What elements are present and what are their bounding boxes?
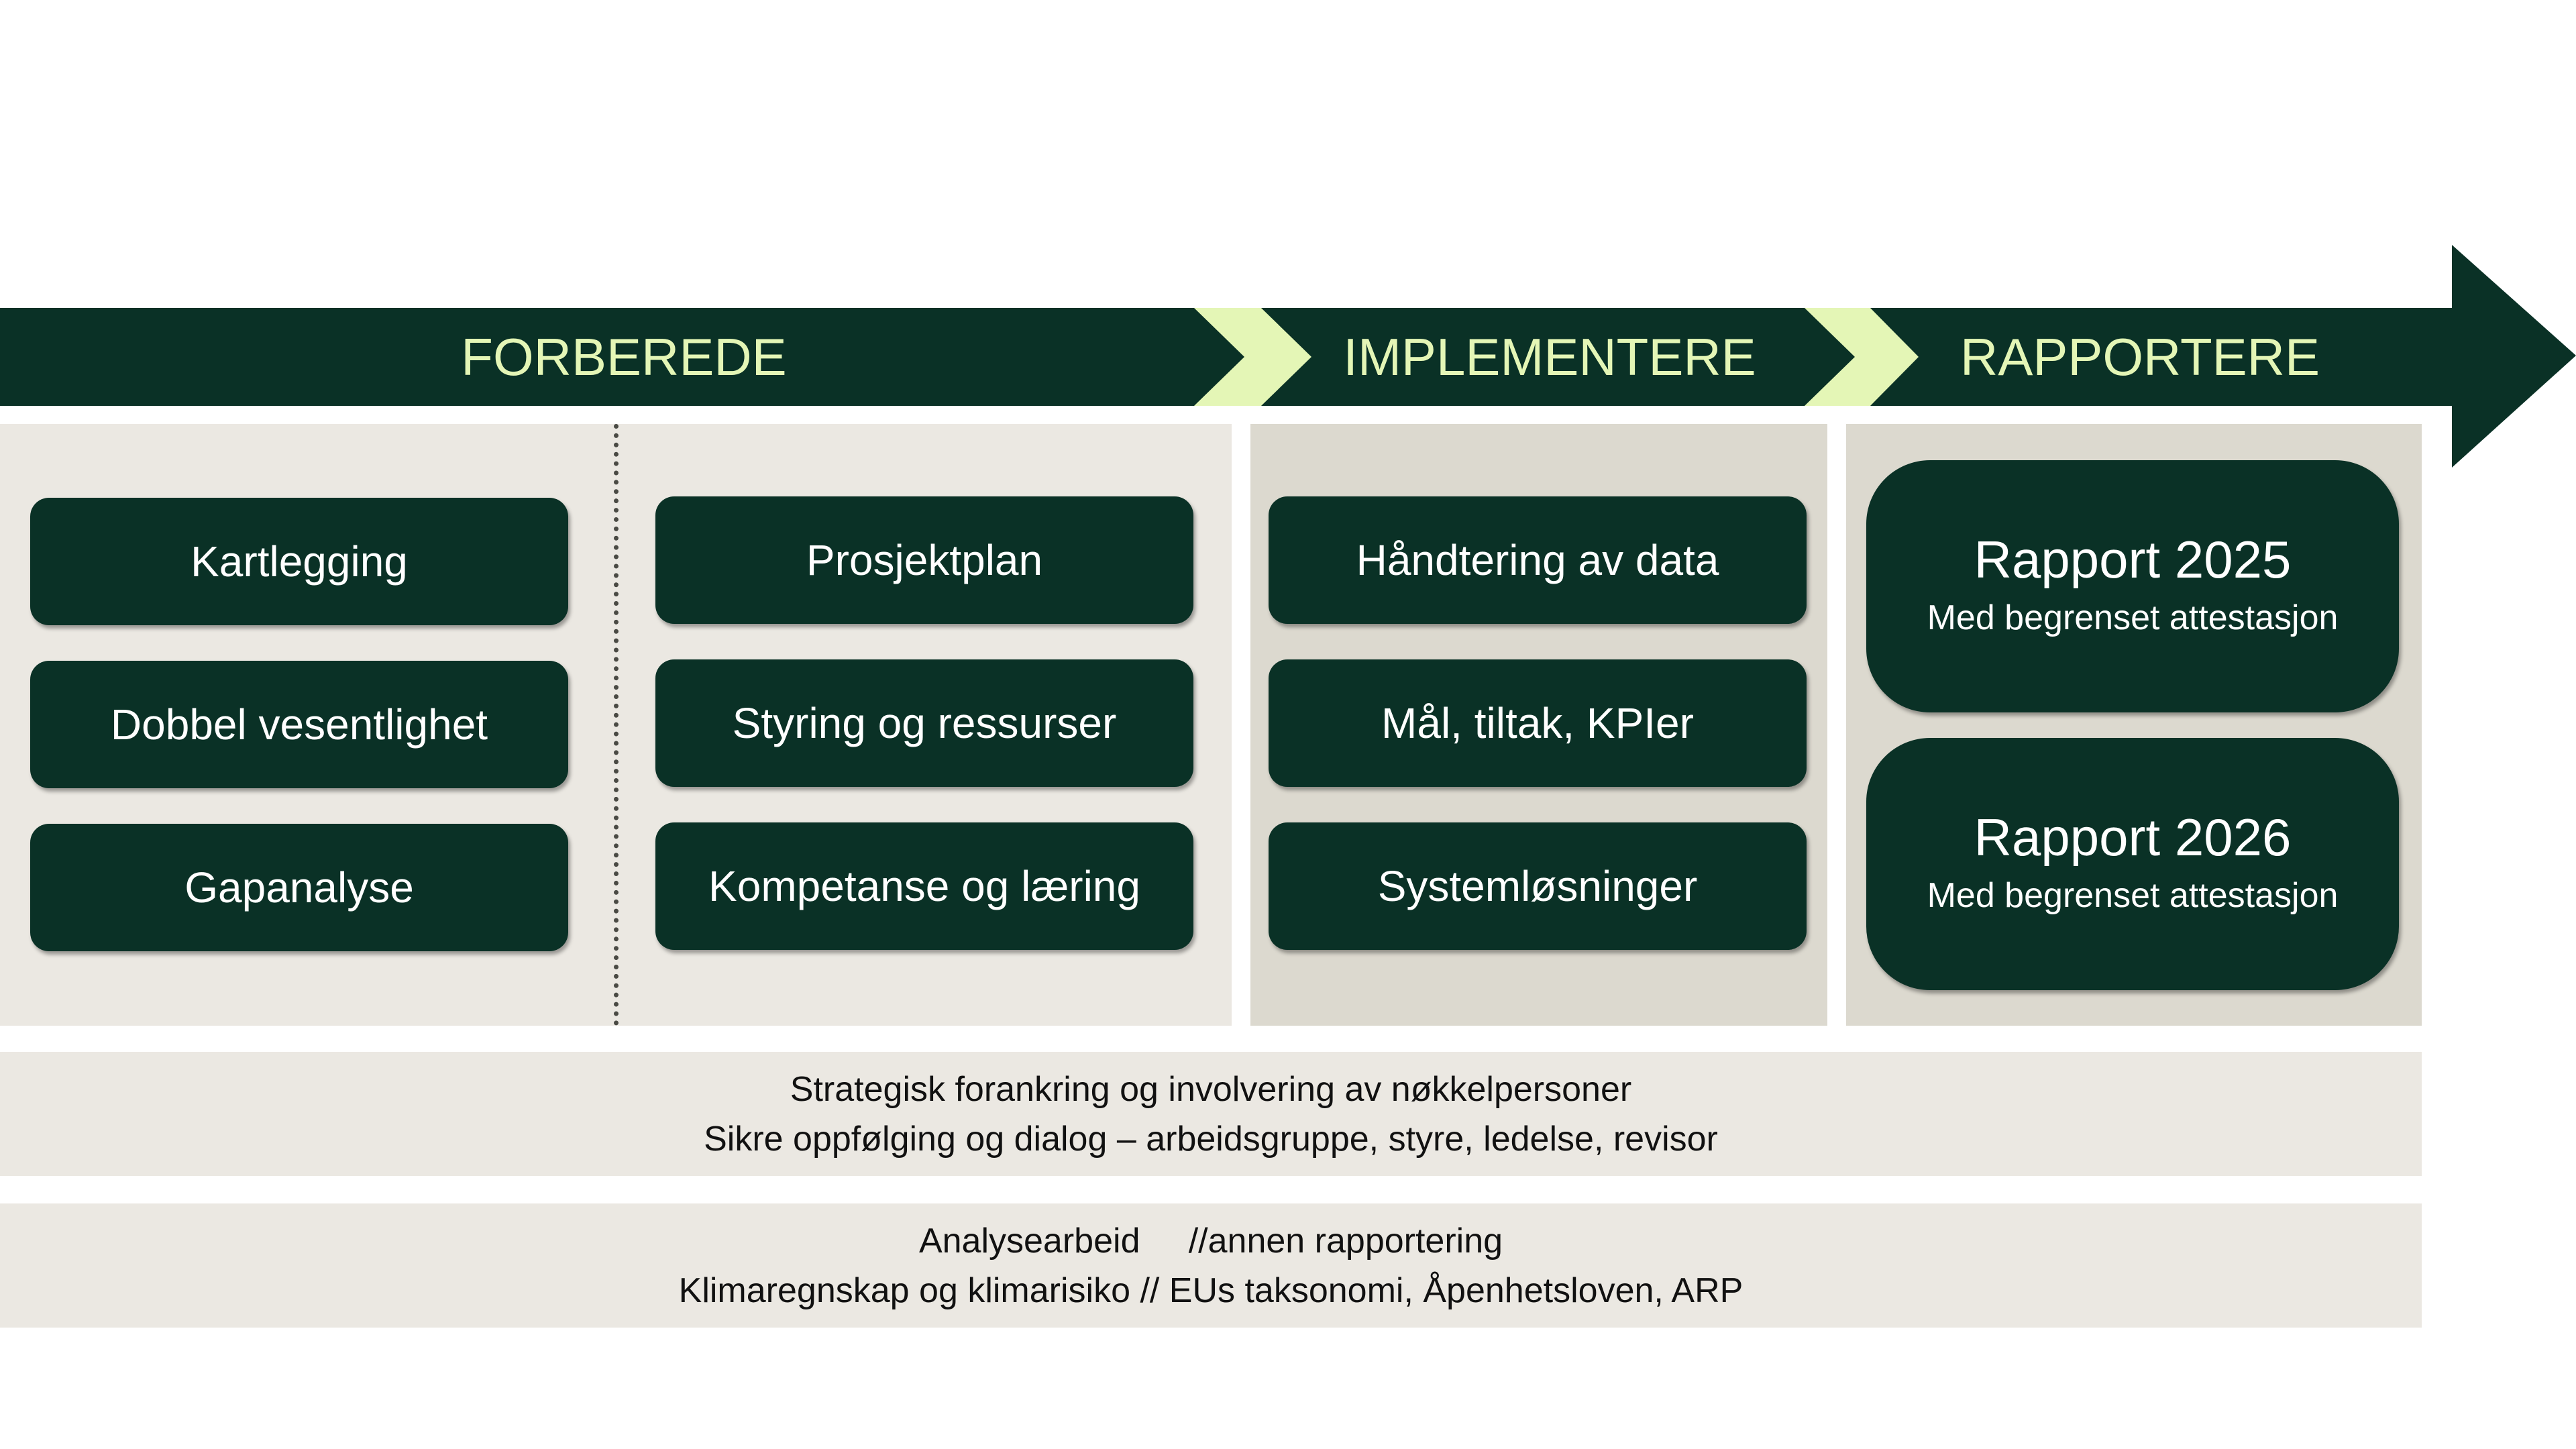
box-mal-tiltak-kpier: Mål, tiltak, KPIer (1269, 659, 1807, 787)
report-2025-title: Rapport 2025 (1974, 529, 2292, 589)
strategic-anchoring-strip (0, 1052, 2422, 1176)
box-gapanalyse: Gapanalyse (30, 824, 568, 951)
analysis-strip (0, 1203, 2422, 1328)
report-2026 (1866, 738, 2399, 990)
phase-label-report: RAPPORTERE (1960, 327, 2320, 386)
prepare-divider (614, 424, 619, 1026)
box-styring-og-ressurser: Styring og ressurser (655, 659, 1193, 787)
box-systemlosninger: Systemløsninger (1269, 822, 1807, 950)
strategic-anchoring-line-2: Sikre oppfølging og dialog – arbeidsgruppe, styre, ledelse, revisor (704, 1119, 1718, 1159)
phase-label-implement: IMPLEMENTERE (1343, 327, 1756, 386)
report-2026-subtitle: Med begrenset attestasjon (1927, 876, 2339, 916)
strategic-anchoring-line-1: Strategisk forankring og involvering av nøkkelpersoner (790, 1069, 1632, 1109)
box-kompetanse-og-laering: Kompetanse og læring (655, 822, 1193, 950)
phase-arrow (0, 0, 2576, 483)
report-2026-title: Rapport 2026 (1974, 807, 2292, 867)
report-2025-subtitle: Med begrenset attestasjon (1927, 598, 2339, 638)
analysis-line-1: Analysearbeid //annen rapportering (918, 1221, 1503, 1260)
phase-label-prepare: FORBEREDE (461, 327, 787, 386)
box-dobbel-vesentlighet: Dobbel vesentlighet (30, 661, 568, 788)
box-prosjektplan: Prosjektplan (655, 496, 1193, 624)
analysis-line-2: Klimaregnskap og klimarisiko // EUs taksonomi, Åpenhetsloven, ARP (678, 1271, 1743, 1310)
box-kartlegging: Kartlegging (30, 498, 568, 625)
box-handtering-av-data: Håndtering av data (1269, 496, 1807, 624)
report-2025 (1866, 460, 2399, 712)
